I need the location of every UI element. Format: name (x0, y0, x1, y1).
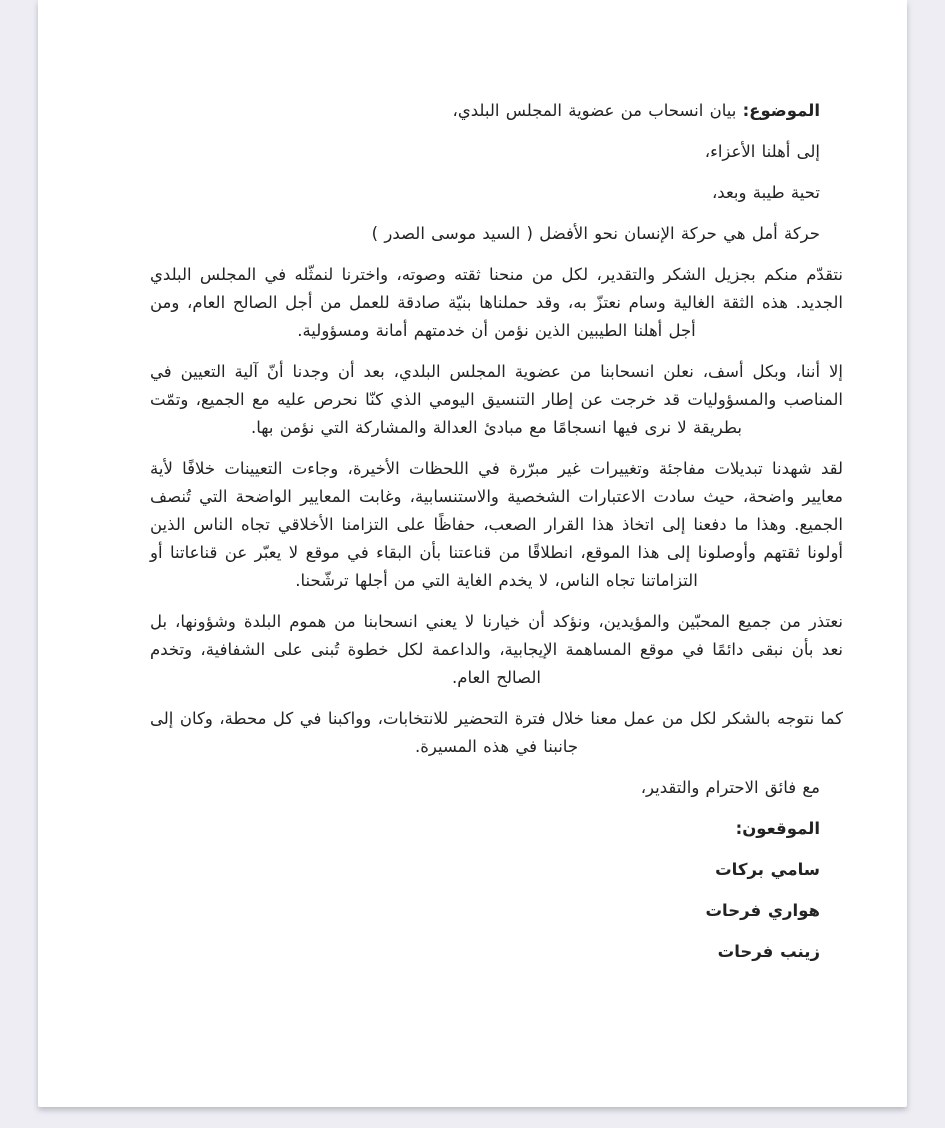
subject-text: بيان انسحاب من عضوية المجلس البلدي، (452, 101, 737, 120)
letter-page (38, 0, 907, 1107)
signatory-name: هواري فرحات (705, 901, 820, 920)
paragraph-withdrawal-announcement: إلا أننا، وبكل أسف، نعلن انسحابنا من عضوية المجلس البلدي، بعد أن وجدنا أنّ آلية التعيين في المناصب والمسؤوليات قد خرجت عن إطار التنسيق اليومي الذي كنّا نحرص عليه مع الجميع، وتمّت بطريقة لا نرى فيها انسجامًا مع مبادئ العدالة والمشاركة التي نؤمن بها. (150, 362, 843, 437)
closing-line: مع فائق الاحترام والتقدير، (640, 778, 820, 797)
signatories-heading: الموقعون: (735, 819, 820, 838)
subject-line (150, 97, 820, 125)
paragraph-gratitude: كما نتوجه بالشكر لكل من عمل معنا خلال فترة التحضير للانتخابات، وواكبنا في كل محطة، وكان إلى جانبنا في هذه المسيرة. (150, 709, 843, 756)
paragraph-reasons: لقد شهدنا تبديلات مفاجئة وتغييرات غير مبرّرة في اللحظات الأخيرة، وجاءت التعيينات خلافًا لأية معايير واضحة، حيث سادت الاعتبارات الشخصية والاستنسابية، وغابت المعايير الواضحة التي تُنصف الجميع. وهذا ما دفعنا إلى اتخاذ هذا القرار الصعب، حفاظًا على التزامنا الأخلاقي تجاه الناس الذين أولونا ثقتهم وأوصلونا إلى هذا الموقع، انطلاقًا من قناعتنا بأن البقاء في موقع لا يعبّر عن قناعاتنا أو التزاماتنا تجاه الناس، لا يخدم الغاية التي من أجلها ترشّحنا. (150, 459, 843, 590)
letter-content (38, 0, 907, 1107)
greeting-line: تحية طيبة وبعد، (711, 183, 820, 202)
signatory-name: سامي بركات (715, 860, 820, 879)
quote-line: حركة أمل هي حركة الإنسان نحو الأفضل ( السيد موسى الصدر ) (371, 224, 820, 243)
paragraph-apology: نعتذر من جميع المحبّين والمؤيدين، ونؤكد أن خيارنا لا يعني انسحابنا من هموم البلدة وشؤونها، بل نعد بأن نبقى دائمًا في موقع المساهمة الإيجابية، والداعمة لكل خطوة تُبنى على الشفافية، وتخدم الصالح العام. (150, 612, 843, 687)
paragraph-thanks: نتقدّم منكم بجزيل الشكر والتقدير، لكل من منحنا ثقته وصوته، واخترنا لنمثّله في المجلس البلدي الجديد. هذه الثقة الغالية وسام نعتزّ به، وقد حملناها بنيّة صادقة للعمل من أجل الصالح العام، ومن أجل أهلنا الطيبين الذين نؤمن أن خدمتهم أمانة ومسؤولية. (150, 265, 843, 340)
salutation-line: إلى أهلنا الأعزاء، (704, 142, 820, 161)
subject-label: الموضوع: (742, 101, 820, 120)
signatory-name: زينب فرحات (717, 942, 820, 961)
